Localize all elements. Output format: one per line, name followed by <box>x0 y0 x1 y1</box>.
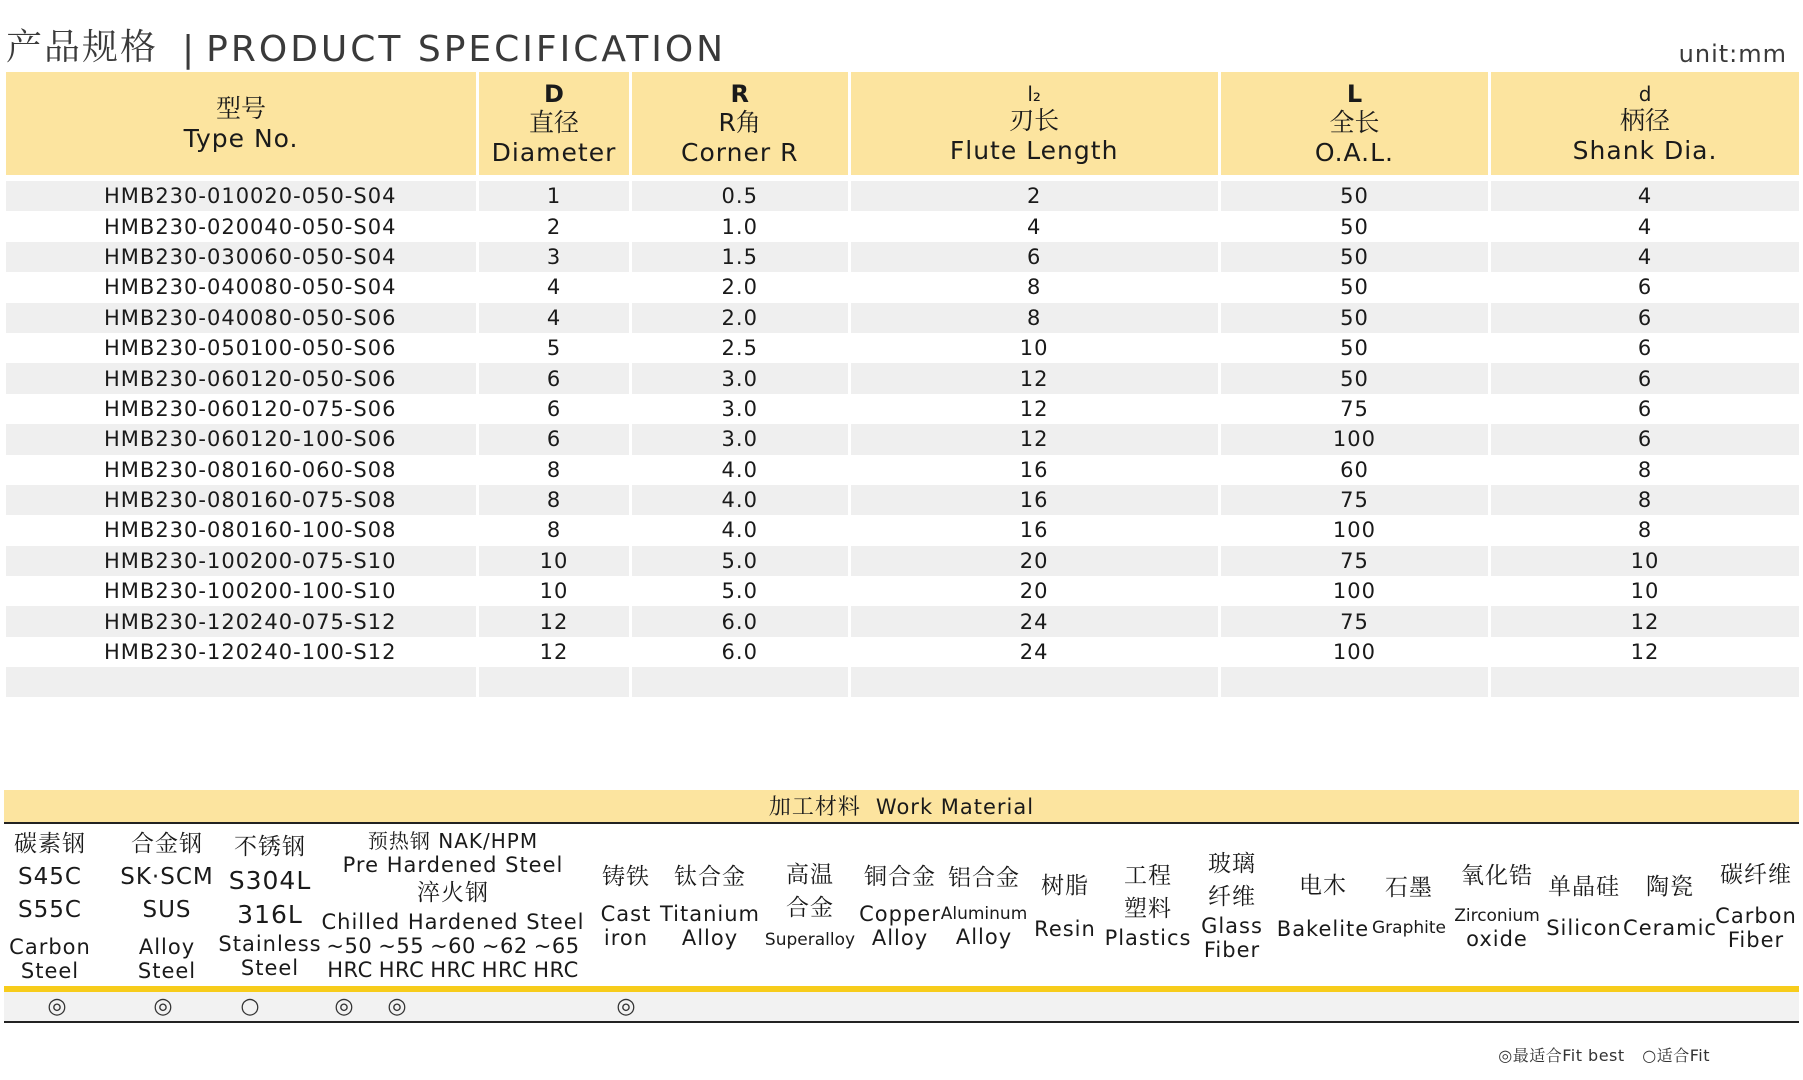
table-cell: 2.0 <box>630 303 849 333</box>
table-cell: 4 <box>849 211 1219 241</box>
legend-fit-best: ◎最适合Fit best <box>1498 1046 1625 1065</box>
material-carbon-steel: 碳素钢 S45C S55C Carbon Steel <box>9 830 91 983</box>
table-cell: HMB230-040080-050-S06 <box>6 303 478 333</box>
table-cell: 20 <box>849 546 1219 576</box>
spec-table-body <box>6 178 1799 697</box>
table-cell: HMB230-010020-050-S04 <box>6 178 478 211</box>
table-row <box>6 424 1799 454</box>
table-cell: HMB230-030060-050-S04 <box>6 242 478 272</box>
table-cell: 4.0 <box>630 455 849 485</box>
table-cell: 6 <box>478 394 631 424</box>
table-cell: 16 <box>849 515 1219 545</box>
table-cell: HMB230-020040-050-S04 <box>6 211 478 241</box>
table-cell: 5 <box>478 333 631 363</box>
material-hardened-steel: 预热钢 NAK/HPM Pre Hardened Steel 淬火钢 Chilled Hardened Steel ~50 ~55 ~60 ~62 ~65 HRC HRC HRC HRC HRC <box>321 828 585 982</box>
table-cell: 75 <box>1219 394 1489 424</box>
table-cell: 8 <box>478 455 631 485</box>
table-row <box>6 178 1799 211</box>
table-cell: 50 <box>1219 211 1489 241</box>
table-row-blank <box>6 667 1799 697</box>
table-row <box>6 485 1799 515</box>
table-cell: 4.0 <box>630 485 849 515</box>
material-resin: 树脂 Resin <box>1034 872 1096 941</box>
table-cell: 3.0 <box>630 363 849 393</box>
table-cell: 4 <box>478 303 631 333</box>
table-cell: 12 <box>849 424 1219 454</box>
spec-table <box>6 72 1799 697</box>
material-cast-iron: 铸铁 Cast iron <box>600 863 652 950</box>
table-cell: 50 <box>1219 363 1489 393</box>
header-symbol: d <box>1638 81 1652 106</box>
table-cell: 50 <box>1219 333 1489 363</box>
table-cell: 4.0 <box>630 515 849 545</box>
table-row <box>6 272 1799 302</box>
table-cell: 8 <box>1490 455 1799 485</box>
table-cell: 4 <box>1490 178 1799 211</box>
table-cell: 10 <box>1490 546 1799 576</box>
table-cell: 8 <box>1490 515 1799 545</box>
fit-best-mark: ◎ <box>153 994 173 1019</box>
hrc-unit: HRC <box>378 957 425 982</box>
fit-best-mark: ◎ <box>334 994 354 1019</box>
hrc-units <box>327 958 579 982</box>
table-cell: 8 <box>849 303 1219 333</box>
table-cell: HMB230-060120-075-S06 <box>6 394 478 424</box>
table-row <box>6 363 1799 393</box>
table-cell: 100 <box>1219 424 1489 454</box>
table-cell <box>6 667 478 697</box>
material-silicon: 单晶硅 Silicon <box>1546 873 1622 940</box>
table-cell: 8 <box>849 272 1219 302</box>
table-cell: 24 <box>849 637 1219 667</box>
header-symbol: L <box>1346 79 1363 108</box>
table-cell: 4 <box>478 272 631 302</box>
page-title <box>6 14 726 70</box>
table-cell: 3.0 <box>630 394 849 424</box>
table-cell: HMB230-080160-100-S08 <box>6 515 478 545</box>
page-title-en: PRODUCT SPECIFICATION <box>206 29 727 70</box>
unit-label: unit:mm <box>1678 40 1787 68</box>
fit-best-mark: ◎ <box>387 994 407 1019</box>
header-corner-r: R R角 Corner R <box>630 72 849 178</box>
table-cell: 6 <box>1490 272 1799 302</box>
header-type-no: 型号 Type No. <box>6 72 478 178</box>
table-cell: 60 <box>1219 455 1489 485</box>
table-cell: 75 <box>1219 485 1489 515</box>
table-cell: 50 <box>1219 242 1489 272</box>
header-diameter: D 直径 Diameter <box>478 72 631 178</box>
table-cell: HMB230-050100-050-S06 <box>6 333 478 363</box>
table-row <box>6 242 1799 272</box>
table-cell: 12 <box>478 637 631 667</box>
table-cell: 3.0 <box>630 424 849 454</box>
table-cell: 5.0 <box>630 546 849 576</box>
header-symbol: D <box>544 79 564 108</box>
table-row <box>6 455 1799 485</box>
suitability-row <box>4 992 1799 1022</box>
table-cell: 16 <box>849 485 1219 515</box>
hrc-range: ~60 <box>430 933 476 958</box>
title-separator: | <box>182 29 195 70</box>
work-material-body <box>4 824 1799 986</box>
hrc-range: ~50 <box>326 933 373 958</box>
table-cell: HMB230-060120-100-S06 <box>6 424 478 454</box>
legend-fit: ○适合Fit <box>1642 1046 1710 1065</box>
table-cell <box>849 667 1219 697</box>
header-symbol: l₂ <box>1027 81 1041 106</box>
table-row <box>6 576 1799 606</box>
work-material-header <box>4 790 1799 822</box>
table-cell <box>1219 667 1489 697</box>
table-cell: 12 <box>849 394 1219 424</box>
header-symbol: R <box>730 79 749 108</box>
table-cell: 10 <box>478 576 631 606</box>
table-row <box>6 333 1799 363</box>
legend <box>1486 1043 1710 1066</box>
table-cell: 10 <box>478 546 631 576</box>
material-copper-alloy: 铜合金 Copper Alloy <box>859 863 941 950</box>
table-row <box>6 211 1799 241</box>
table-row <box>6 637 1799 667</box>
table-cell: 100 <box>1219 576 1489 606</box>
table-cell: 100 <box>1219 515 1489 545</box>
table-row <box>6 515 1799 545</box>
hrc-unit: HRC <box>327 957 373 982</box>
table-cell: 20 <box>849 576 1219 606</box>
header-overall-length: L 全长 O.A.L. <box>1219 72 1489 178</box>
table-cell: HMB230-120240-100-S12 <box>6 637 478 667</box>
material-bakelite: 电木 Bakelite <box>1276 872 1370 941</box>
table-cell: HMB230-080160-060-S08 <box>6 455 478 485</box>
table-cell: 4 <box>1490 242 1799 272</box>
table-cell: 4 <box>1490 211 1799 241</box>
table-cell: HMB230-120240-075-S12 <box>6 606 478 636</box>
work-material-title-en: Work Material <box>875 795 1035 819</box>
table-cell: 5.0 <box>630 576 849 606</box>
material-superalloy: 高温 合金 Superalloy <box>764 862 856 950</box>
table-cell: HMB230-060120-050-S06 <box>6 363 478 393</box>
material-ceramic: 陶瓷 Ceramic <box>1623 873 1717 940</box>
table-cell: 16 <box>849 455 1219 485</box>
table-cell: HMB230-040080-050-S04 <box>6 272 478 302</box>
table-cell: 6 <box>1490 303 1799 333</box>
fit-mark: ○ <box>240 994 260 1019</box>
hrc-ranges <box>326 934 579 958</box>
table-cell: 1 <box>478 178 631 211</box>
table-cell: 12 <box>478 606 631 636</box>
table-cell: 6 <box>478 363 631 393</box>
table-cell: 10 <box>849 333 1219 363</box>
work-material-title-cn: 加工材料 <box>768 795 861 820</box>
material-alloy-steel: 合金钢 SK·SCM SUS Alloy Steel <box>120 830 214 983</box>
material-engineering-plastics: 工程 塑料 Plastics <box>1104 863 1192 950</box>
table-cell: 8 <box>1490 485 1799 515</box>
table-cell: 1.0 <box>630 211 849 241</box>
material-graphite: 石墨 Graphite <box>1372 874 1446 938</box>
material-carbon-fiber: 碳纤维 Carbon Fiber <box>1715 861 1797 952</box>
table-cell: 8 <box>478 485 631 515</box>
table-cell: 8 <box>478 515 631 545</box>
table-cell: HMB230-100200-100-S10 <box>6 576 478 606</box>
material-glass-fiber: 玻璃 纤维 Glass Fiber <box>1201 851 1263 962</box>
fit-best-mark: ◎ <box>616 994 636 1019</box>
table-cell: 12 <box>1490 606 1799 636</box>
table-cell: 24 <box>849 606 1219 636</box>
table-cell: 6 <box>1490 394 1799 424</box>
page-title-cn: 产品规格 <box>6 27 159 68</box>
table-cell: 6 <box>478 424 631 454</box>
hrc-unit: HRC <box>481 957 528 982</box>
fit-best-mark: ◎ <box>47 994 67 1019</box>
header-shank-dia: d 柄径 Shank Dia. <box>1490 72 1799 178</box>
table-cell: 6 <box>1490 424 1799 454</box>
table-row <box>6 303 1799 333</box>
table-cell: 6 <box>1490 333 1799 363</box>
table-cell: 6 <box>1490 363 1799 393</box>
table-cell <box>1490 667 1799 697</box>
table-cell: 2 <box>849 178 1219 211</box>
hrc-range: ~55 <box>378 933 425 958</box>
table-cell: 2 <box>478 211 631 241</box>
table-cell: 3 <box>478 242 631 272</box>
material-aluminum-alloy: 铝合金 Aluminum Alloy <box>940 864 1028 949</box>
table-cell: 50 <box>1219 178 1489 211</box>
table-row <box>6 394 1799 424</box>
table-cell: 1.5 <box>630 242 849 272</box>
table-cell: 6.0 <box>630 606 849 636</box>
table-cell: 75 <box>1219 546 1489 576</box>
table-cell: 75 <box>1219 606 1489 636</box>
table-cell: 2.5 <box>630 333 849 363</box>
table-cell: HMB230-080160-075-S08 <box>6 485 478 515</box>
material-stainless-steel: 不锈钢 S304L 316L Stainless Steel <box>218 833 322 980</box>
table-cell: 12 <box>849 363 1219 393</box>
table-cell <box>478 667 631 697</box>
table-cell: HMB230-100200-075-S10 <box>6 546 478 576</box>
table-cell: 2.0 <box>630 272 849 302</box>
material-titanium: 钛合金 Titanium Alloy <box>659 863 761 950</box>
hrc-range: ~65 <box>533 933 580 958</box>
divider <box>4 1021 1799 1023</box>
hrc-range: ~62 <box>481 933 528 958</box>
table-cell: 100 <box>1219 637 1489 667</box>
spec-header-row <box>6 72 1799 178</box>
hrc-unit: HRC <box>533 957 579 982</box>
table-cell: 50 <box>1219 272 1489 302</box>
table-row <box>6 546 1799 576</box>
table-cell: 0.5 <box>630 178 849 211</box>
table-row <box>6 606 1799 636</box>
table-cell: 12 <box>1490 637 1799 667</box>
table-cell: 6 <box>849 242 1219 272</box>
table-cell: 50 <box>1219 303 1489 333</box>
table-cell: 10 <box>1490 576 1799 606</box>
table-cell: 6.0 <box>630 637 849 667</box>
material-zirconium-oxide: 氧化锆 Zirconium oxide <box>1454 862 1540 951</box>
hrc-unit: HRC <box>430 957 476 982</box>
header-flute-length: l₂ 刃长 Flute Length <box>849 72 1219 178</box>
table-cell <box>630 667 849 697</box>
